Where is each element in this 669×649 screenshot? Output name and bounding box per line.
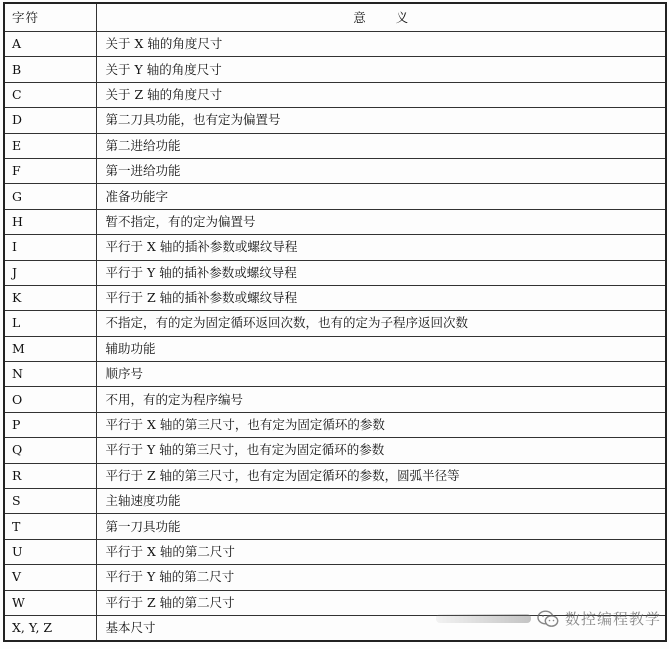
header-symbol: 字符 bbox=[4, 3, 96, 32]
row-symbol: H bbox=[4, 209, 96, 234]
table-row bbox=[4, 133, 666, 158]
wechat-icon bbox=[537, 610, 559, 628]
table-row bbox=[4, 184, 666, 209]
row-symbol: V bbox=[4, 565, 96, 590]
row-symbol: A bbox=[4, 32, 96, 57]
table-row bbox=[4, 311, 666, 336]
row-symbol: R bbox=[4, 463, 96, 488]
table-row bbox=[4, 514, 666, 539]
row-meaning: 基本尺寸 bbox=[96, 615, 666, 641]
row-meaning: 平行于 Y 轴的第三尺寸，也有定为固定循环的参数 bbox=[96, 438, 666, 463]
row-meaning: 平行于 Y 轴的第二尺寸 bbox=[96, 565, 666, 590]
row-meaning: 第一刀具功能 bbox=[96, 514, 666, 539]
table-row bbox=[4, 108, 666, 133]
row-symbol: E bbox=[4, 133, 96, 158]
row-meaning: 主轴速度功能 bbox=[96, 489, 666, 514]
row-meaning: 平行于 X 轴的插补参数或螺纹导程 bbox=[96, 235, 666, 260]
row-meaning: 不指定，有的定为固定循环返回次数，也有的定为子程序返回次数 bbox=[96, 311, 666, 336]
header-meaning: 意义 bbox=[96, 3, 666, 32]
row-meaning: 平行于 Z 轴的第三尺寸，也有定为固定循环的参数，圆弧半径等 bbox=[96, 463, 666, 488]
row-symbol: C bbox=[4, 82, 96, 107]
row-symbol: B bbox=[4, 57, 96, 82]
row-symbol: X, Y, Z bbox=[4, 615, 96, 641]
table-row bbox=[4, 438, 666, 463]
row-symbol: K bbox=[4, 285, 96, 310]
row-symbol: W bbox=[4, 590, 96, 615]
table-row bbox=[4, 362, 666, 387]
watermark-text: 数控编程教学 bbox=[564, 610, 661, 628]
table-body bbox=[4, 32, 666, 642]
table-row bbox=[4, 412, 666, 437]
row-symbol: M bbox=[4, 336, 96, 361]
table-row bbox=[4, 463, 666, 488]
row-meaning: 平行于 X 轴的第二尺寸 bbox=[96, 539, 666, 564]
row-meaning: 第二刀具功能，也有定为偏置号 bbox=[96, 108, 666, 133]
row-meaning: 平行于 X 轴的第三尺寸，也有定为固定循环的参数 bbox=[96, 412, 666, 437]
row-meaning: 关于 X 轴的角度尺寸 bbox=[96, 32, 666, 57]
row-meaning: 第二进给功能 bbox=[96, 133, 666, 158]
row-symbol: G bbox=[4, 184, 96, 209]
table-row bbox=[4, 82, 666, 107]
row-symbol: J bbox=[4, 260, 96, 285]
row-symbol: L bbox=[4, 311, 96, 336]
table-row bbox=[4, 539, 666, 564]
row-symbol: F bbox=[4, 158, 96, 183]
row-symbol: U bbox=[4, 539, 96, 564]
watermark-smudge bbox=[436, 614, 531, 623]
row-meaning: 关于 Z 轴的角度尺寸 bbox=[96, 82, 666, 107]
table-row bbox=[4, 260, 666, 285]
table-header bbox=[4, 3, 666, 32]
table-row bbox=[4, 489, 666, 514]
row-meaning: 不用，有的定为程序编号 bbox=[96, 387, 666, 412]
row-meaning: 平行于 Y 轴的插补参数或螺纹导程 bbox=[96, 260, 666, 285]
table-row bbox=[4, 235, 666, 260]
row-meaning: 第一进给功能 bbox=[96, 158, 666, 183]
table-row bbox=[4, 565, 666, 590]
row-meaning: 准备功能字 bbox=[96, 184, 666, 209]
watermark bbox=[436, 608, 661, 629]
row-symbol: T bbox=[4, 514, 96, 539]
address-code-table bbox=[3, 2, 667, 642]
row-meaning: 平行于 Z 轴的插补参数或螺纹导程 bbox=[96, 285, 666, 310]
row-symbol: Q bbox=[4, 438, 96, 463]
table-row bbox=[4, 158, 666, 183]
table-row bbox=[4, 336, 666, 361]
row-meaning: 顺序号 bbox=[96, 362, 666, 387]
row-symbol: N bbox=[4, 362, 96, 387]
row-meaning: 暂不指定，有的定为偏置号 bbox=[96, 209, 666, 234]
header-row bbox=[4, 3, 666, 32]
table-row bbox=[4, 209, 666, 234]
table-row bbox=[4, 32, 666, 57]
row-symbol: I bbox=[4, 235, 96, 260]
table-row bbox=[4, 57, 666, 82]
row-symbol: D bbox=[4, 108, 96, 133]
table-row bbox=[4, 387, 666, 412]
row-symbol: P bbox=[4, 412, 96, 437]
row-symbol: O bbox=[4, 387, 96, 412]
row-meaning: 平行于 Z 轴的第二尺寸 bbox=[96, 590, 666, 615]
row-meaning: 关于 Y 轴的角度尺寸 bbox=[96, 57, 666, 82]
row-meaning: 辅助功能 bbox=[96, 336, 666, 361]
table-row bbox=[4, 285, 666, 310]
row-symbol: S bbox=[4, 489, 96, 514]
